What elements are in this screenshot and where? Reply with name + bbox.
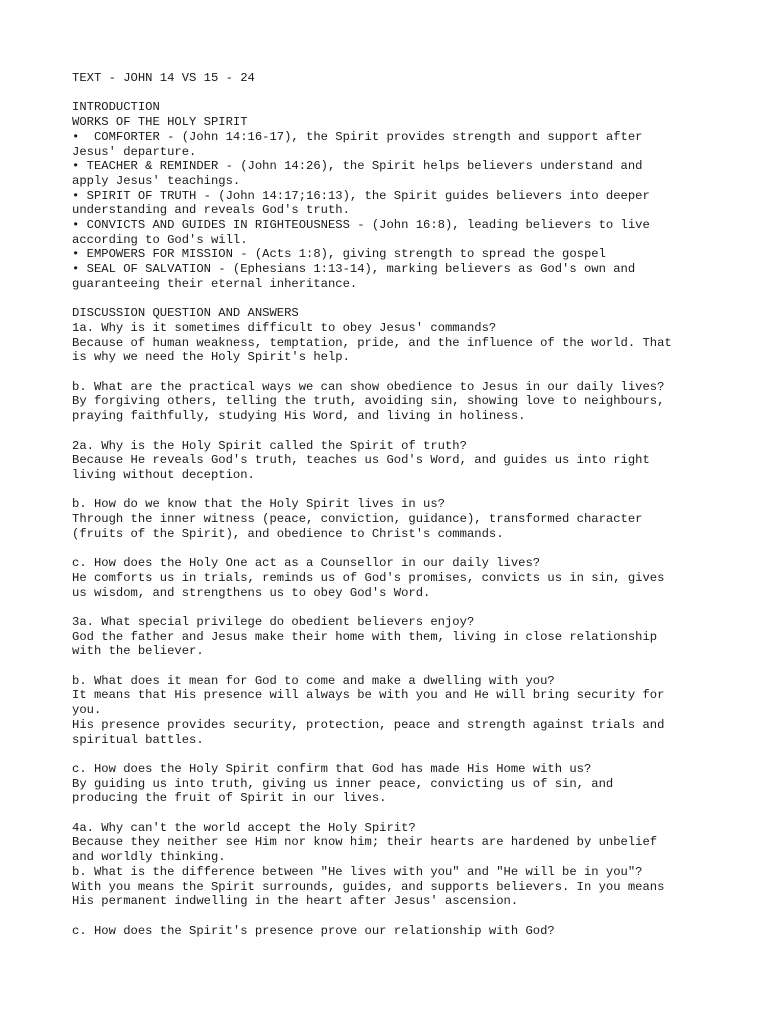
answer-line: us wisdom, and strengthens us to obey God's Word.: [72, 585, 431, 600]
answer-line: praying faithfully, studying His Word, and living in holiness.: [72, 409, 526, 424]
spacer: [72, 483, 752, 498]
spacer: [72, 541, 752, 556]
spacer: [72, 424, 752, 439]
answer-line: Through the inner witness (peace, conviction, guidance), transformed character: [72, 512, 643, 527]
document-page: [72, 71, 752, 938]
answer-line: By guiding us into truth, giving us inner peace, convicting us of sin, and: [72, 776, 614, 791]
question-line: b. How do we know that the Holy Spirit lives in us?: [72, 497, 445, 512]
question-line: 1a. Why is it sometimes difficult to obey Jesus' commands?: [72, 320, 497, 335]
works-item-line: understanding and reveals God's truth.: [72, 203, 350, 218]
question-line: b. What does it mean for God to come and make a dwelling with you?: [72, 673, 555, 688]
works-heading: WORKS OF THE HOLY SPIRIT: [72, 115, 248, 130]
answer-line: It means that His presence will always be with you and He will bring security for: [72, 688, 665, 703]
works-item-line: • CONVICTS AND GUIDES IN RIGHTEOUSNESS - (John 16:8), leading believers to live: [72, 218, 650, 233]
qa-block: [72, 321, 752, 365]
answer-line: Because He reveals God's truth, teaches us God's Word, and guides us into right: [72, 453, 650, 468]
works-item-line: apply Jesus' teachings.: [72, 173, 241, 188]
works-item-line: • TEACHER & REMINDER - (John 14:26), the Spirit helps believers understand and: [72, 159, 643, 174]
qa-block: [72, 556, 752, 600]
answer-line: with the believer.: [72, 644, 204, 659]
spacer: [72, 909, 752, 924]
spacer: [72, 600, 752, 615]
answer-line: With you means the Spirit surrounds, guides, and supports believers. In you means: [72, 879, 665, 894]
question-line: b. What are the practical ways we can show obedience to Jesus in our daily lives?: [72, 379, 665, 394]
qa-block: [72, 674, 752, 748]
qa-block: [72, 924, 752, 939]
qa-block: [72, 762, 752, 806]
answer-line: is why we need the Holy Spirit's help.: [72, 350, 350, 365]
works-item-line: • SPIRIT OF TRUTH - (John 14:17;16:13), the Spirit guides believers into deeper: [72, 188, 650, 203]
document-title: TEXT - JOHN 14 VS 15 - 24: [72, 71, 255, 85]
qa-block: [72, 615, 752, 659]
discussion-heading: DISCUSSION QUESTION AND ANSWERS: [72, 306, 299, 321]
qa-block: [72, 380, 752, 424]
question-line: c. How does the Holy Spirit confirm that God has made His Home with us?: [72, 761, 592, 776]
answer-line: He comforts us in trials, reminds us of God's promises, convicts us in sin, gives: [72, 570, 665, 585]
question-line: c. How does the Holy One act as a Counsellor in our daily lives?: [72, 556, 541, 571]
answer-line: His permanent indwelling in the heart after Jesus' ascension.: [72, 894, 519, 909]
answer-line: and worldly thinking.: [72, 850, 226, 865]
spacer: [72, 659, 752, 674]
spacer: [72, 365, 752, 380]
spacer: [72, 292, 752, 307]
works-item-line: according to God's will.: [72, 232, 248, 247]
introduction-heading: INTRODUCTION: [72, 100, 160, 115]
question-line: c. How does the Spirit's presence prove our relationship with God?: [72, 923, 555, 938]
answer-line: Because they neither see Him nor know him; their hearts are hardened by unbelief: [72, 835, 658, 850]
answer-line: God the father and Jesus make their home with them, living in close relationship: [72, 629, 658, 644]
spacer: [72, 86, 752, 101]
answer-line: spiritual battles.: [72, 732, 204, 747]
question-line: 3a. What special privilege do obedient believers enjoy?: [72, 614, 475, 629]
works-item-line: • COMFORTER - (John 14:16-17), the Spirit provides strength and support after: [72, 129, 643, 144]
works-item-line: • EMPOWERS FOR MISSION - (Acts 1:8), giving strength to spread the gospel: [72, 247, 606, 262]
works-item-line: • SEAL OF SALVATION - (Ephesians 1:13-14), marking believers as God's own and: [72, 262, 636, 277]
answer-line: His presence provides security, protection, peace and strength against trials and: [72, 717, 665, 732]
qa-block: [72, 821, 752, 909]
qa-block: [72, 439, 752, 483]
answer-line: living without deception.: [72, 467, 255, 482]
question-line: b. What is the difference between "He lives with you" and "He will be in you"?: [72, 864, 643, 879]
question-line: 4a. Why can't the world accept the Holy Spirit?: [72, 820, 416, 835]
question-line: 2a. Why is the Holy Spirit called the Spirit of truth?: [72, 438, 467, 453]
answer-line: (fruits of the Spirit), and obedience to Christ's commands.: [72, 526, 504, 541]
answer-line: By forgiving others, telling the truth, avoiding sin, showing love to neighbours,: [72, 394, 665, 409]
answer-line: Because of human weakness, temptation, pride, and the influence of the world. That: [72, 335, 672, 350]
spacer: [72, 806, 752, 821]
works-list: [72, 130, 752, 292]
works-item-line: guaranteeing their eternal inheritance.: [72, 276, 358, 291]
answer-line: you.: [72, 703, 102, 718]
works-item-line: Jesus' departure.: [72, 144, 197, 159]
spacer: [72, 747, 752, 762]
answer-line: producing the fruit of Spirit in our lives.: [72, 791, 387, 806]
qa-block: [72, 497, 752, 541]
